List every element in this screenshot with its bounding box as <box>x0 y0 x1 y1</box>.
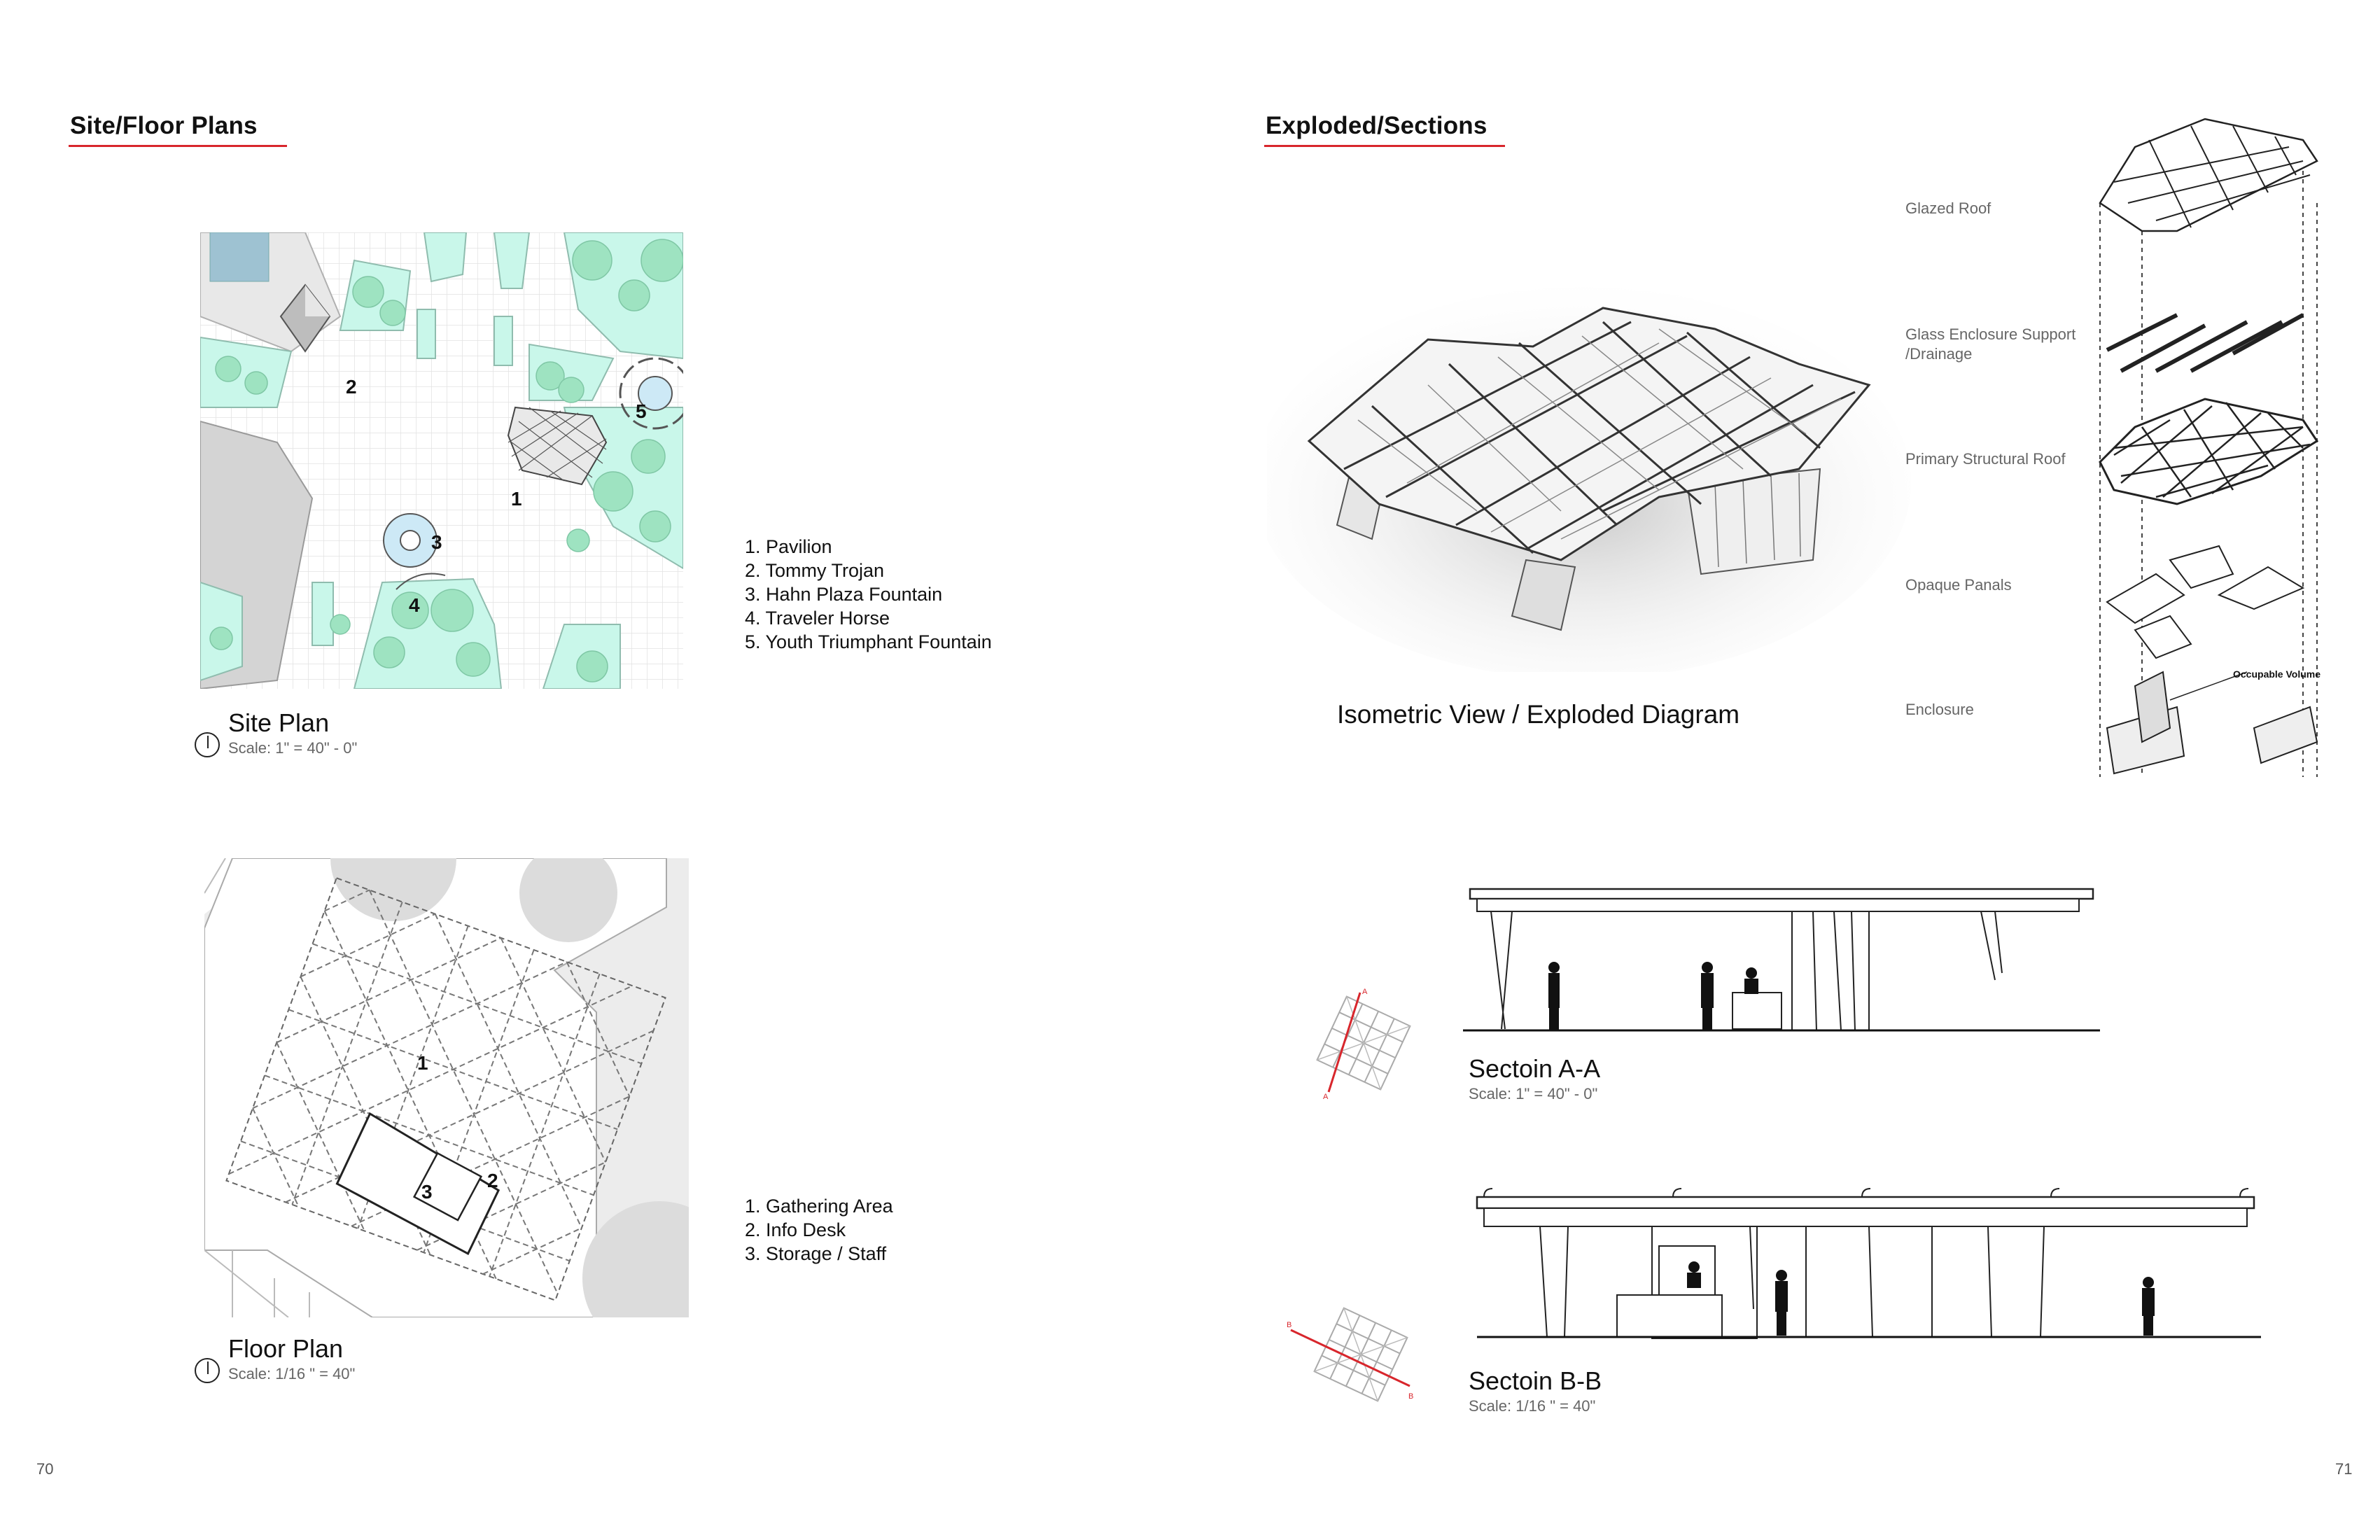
floor-legend-item: 3. Storage / Staff <box>745 1243 887 1264</box>
site-marker-3: 3 <box>431 531 442 553</box>
isometric-caption: Isometric View / Exploded Diagram <box>1337 700 1740 729</box>
site-legend-item: 5. Youth Triumphant Fountain <box>745 631 992 652</box>
site-marker-1: 1 <box>511 488 522 510</box>
floor-plan-title: Floor Plan <box>228 1334 344 1363</box>
site-marker-2: 2 <box>346 376 357 398</box>
left-heading-underline <box>69 145 287 147</box>
layer-label-structural-roof: Primary Structural Roof <box>1905 450 2066 468</box>
site-legend-item: 4. Traveler Horse <box>745 608 890 629</box>
floor-marker-1: 1 <box>417 1052 428 1074</box>
floor-plan-legend <box>745 1194 893 1266</box>
section-a-key-letter: A <box>1362 988 1368 996</box>
section-a-scale: Scale: 1" = 40" - 0" <box>1469 1085 1598 1102</box>
layer-label-enclosure: Enclosure <box>1905 701 1974 718</box>
floor-legend-item: 2. Info Desk <box>745 1219 846 1240</box>
section-b-key-plan <box>1284 1302 1424 1407</box>
left-page-heading: Site/Floor Plans <box>70 112 258 139</box>
floor-marker-2: 2 <box>487 1170 498 1191</box>
site-legend-item: 1. Pavilion <box>745 536 832 557</box>
north-arrow-icon <box>195 732 220 757</box>
exploded-diagram <box>2093 112 2331 784</box>
page-number-right: 71 <box>2335 1460 2353 1478</box>
site-plan-legend <box>745 535 992 654</box>
occupable-volume-label: Occupable Volume <box>2233 668 2320 680</box>
layer-label-glazed-roof: Glazed Roof <box>1905 200 1991 217</box>
floor-plan-scale: Scale: 1/16 " = 40" <box>228 1365 356 1382</box>
floor-legend-item: 1. Gathering Area <box>745 1196 893 1217</box>
section-b-key-letter: B <box>1408 1392 1414 1401</box>
site-legend-item: 2. Tommy Trojan <box>745 560 885 581</box>
section-b-key-letter: B <box>1287 1321 1292 1329</box>
north-arrow-icon <box>195 1358 220 1383</box>
site-marker-4: 4 <box>409 594 420 616</box>
site-plan-drawing <box>200 232 683 689</box>
isometric-render <box>1267 280 1911 672</box>
layer-label-opaque-panels: Opaque Panals <box>1905 576 2012 594</box>
site-legend-item: 3. Hahn Plaza Fountain <box>745 584 943 605</box>
section-b-scale: Scale: 1/16 " = 40" <box>1469 1397 1596 1415</box>
site-marker-5: 5 <box>636 400 647 422</box>
section-a-key-letter: A <box>1323 1093 1329 1101</box>
section-b-drawing <box>1442 1183 2268 1344</box>
section-a-title: Sectoin A-A <box>1469 1054 1601 1083</box>
section-a-key-plan <box>1308 987 1420 1106</box>
right-page-heading: Exploded/Sections <box>1266 112 1488 139</box>
site-plan-scale: Scale: 1" = 40" - 0" <box>228 739 358 757</box>
site-plan-title: Site Plan <box>228 708 330 737</box>
page-number-left: 70 <box>36 1460 54 1478</box>
floor-plan-drawing <box>204 858 689 1317</box>
section-b-title: Sectoin B-B <box>1469 1366 1602 1395</box>
layer-label-enclosure-support: Glass Enclosure Support /Drainage <box>1905 326 2076 363</box>
floor-marker-3: 3 <box>421 1181 433 1203</box>
section-a-drawing <box>1463 882 2107 1043</box>
right-heading-underline <box>1264 145 1505 147</box>
